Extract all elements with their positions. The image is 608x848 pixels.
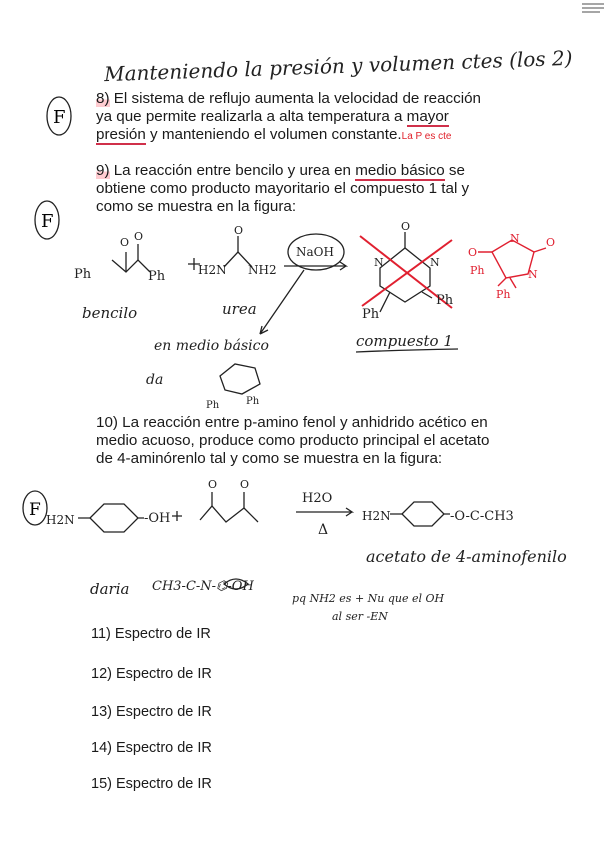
question-8 [96, 90, 481, 146]
urea-h2n: H2N [198, 263, 227, 277]
compound-o: O [401, 222, 411, 233]
benzil-ph-right: Ph [148, 269, 166, 284]
product-ring [402, 502, 444, 526]
red-n-right: N [528, 268, 538, 281]
compound-label: compuesto 1 [356, 332, 453, 350]
benzil-skeleton [112, 260, 150, 272]
pointer-arrow [260, 270, 304, 334]
q10-line3: de 4-aminórenlo tal y como se muestra en la figura: [96, 450, 443, 467]
product-ester: -O-C-CH3 [450, 509, 514, 524]
red-n-top: N [510, 232, 520, 245]
compound-n-right: N [430, 256, 440, 269]
benzil-ph-left: Ph [74, 267, 92, 282]
ir-item-11: 11) Espectro de IR [91, 626, 211, 642]
benzil-o1: O [120, 236, 130, 249]
note-ph-2: Ph [246, 396, 260, 407]
ir-item-12: 12) Espectro de IR [91, 666, 212, 682]
q9-line2: obtiene como producto mayoritario el compuesto 1 tal y [96, 180, 470, 197]
q9-f-mark [32, 198, 62, 242]
q10-reaction-scheme [40, 478, 608, 638]
q8-line3-underline: presión [96, 126, 146, 143]
urea-o: O [234, 224, 244, 237]
ir-item-13: 13) Espectro de IR [91, 704, 212, 720]
aminophenol-oh: -OH [144, 511, 171, 526]
q10-hand-product: acetato de 4-aminofenilo [366, 547, 567, 566]
q8-red-note: La P es cte [401, 131, 452, 142]
q10-hand-note2: al ser -EN [332, 610, 388, 623]
compound-ph-right: Ph [436, 293, 454, 308]
q9-line1-underline: medio básico [355, 162, 445, 179]
q8-f-letter: F [53, 107, 66, 128]
q10-hand-da: daria [90, 580, 130, 598]
q10-reagent-bottom: Δ [318, 522, 329, 538]
q8-line2-underline: mayor [406, 108, 449, 125]
q9-hand-note2: da [146, 372, 164, 388]
q9-number: 9) [96, 162, 110, 179]
product-h2n: H2N [362, 509, 391, 523]
q9-line1-pre: La reacción entre bencilo y urea en [109, 162, 356, 179]
q10-hand-note1: pq NH2 es + Nu que el OH [292, 592, 445, 605]
q10-line1: 10) La reacción entre p-amino fenol y anhidrido acético en [96, 414, 488, 431]
q9-f-letter: F [41, 211, 54, 232]
q9-line3: como se muestra en la figura: [96, 198, 297, 215]
q10-line2: medio acuoso, produce como producto principal el acetato [96, 432, 490, 449]
urea-nh2: NH2 [248, 263, 277, 277]
ir-item-15: 15) Espectro de IR [91, 776, 212, 792]
ir-item-14: 14) Espectro de IR [91, 740, 212, 756]
anhydride-o2: O [240, 478, 250, 491]
q10-plus [172, 511, 182, 521]
red-ph-1: Ph [470, 264, 485, 277]
anhydride-o1: O [208, 478, 218, 491]
anhydride-skeleton [200, 506, 258, 522]
question-9 [96, 162, 469, 216]
q9-hand-note1: en medio básico [154, 338, 269, 354]
note-ph-1: Ph [206, 400, 220, 411]
q9-line1-post: se [444, 162, 465, 179]
benzil-label: bencilo [82, 304, 138, 322]
header-handwritten-note: Manteniendo la presión y volumen ctes (los 2) [103, 45, 573, 87]
compound-n-left: N [374, 256, 384, 269]
q10-reagent-top: H2O [302, 491, 333, 506]
urea-label: urea [222, 300, 257, 318]
q10-arrow [296, 508, 352, 516]
q9-reaction-scheme [60, 222, 608, 422]
q8-number: 8) [96, 90, 110, 107]
benzil-o2: O [134, 230, 144, 243]
naoh-label: NaOH [296, 245, 334, 259]
q8-f-mark [44, 94, 74, 134]
q8-line3-post: y manteniendo el volumen constante. [145, 126, 402, 143]
aminophenol-ring [90, 504, 138, 532]
q8-line2-pre: ya que permite realizarla a alta temperatura a [96, 108, 407, 125]
question-10 [96, 414, 489, 468]
red-ph-2: Ph [496, 288, 511, 301]
corner-scribble [580, 0, 608, 16]
note-ring [220, 364, 260, 394]
q10-hand-formula: CH3-C-N-⌬-OH [152, 579, 254, 594]
red-o-left: O [468, 246, 478, 259]
q8-line1: El sistema de reflujo aumenta la velocidad de reacción [113, 90, 481, 107]
aminophenol-h2n: H2N [46, 513, 75, 527]
red-o-right: O [546, 236, 556, 249]
q10-f-letter: F [29, 500, 41, 520]
compound-ph-left: Ph [362, 307, 380, 322]
